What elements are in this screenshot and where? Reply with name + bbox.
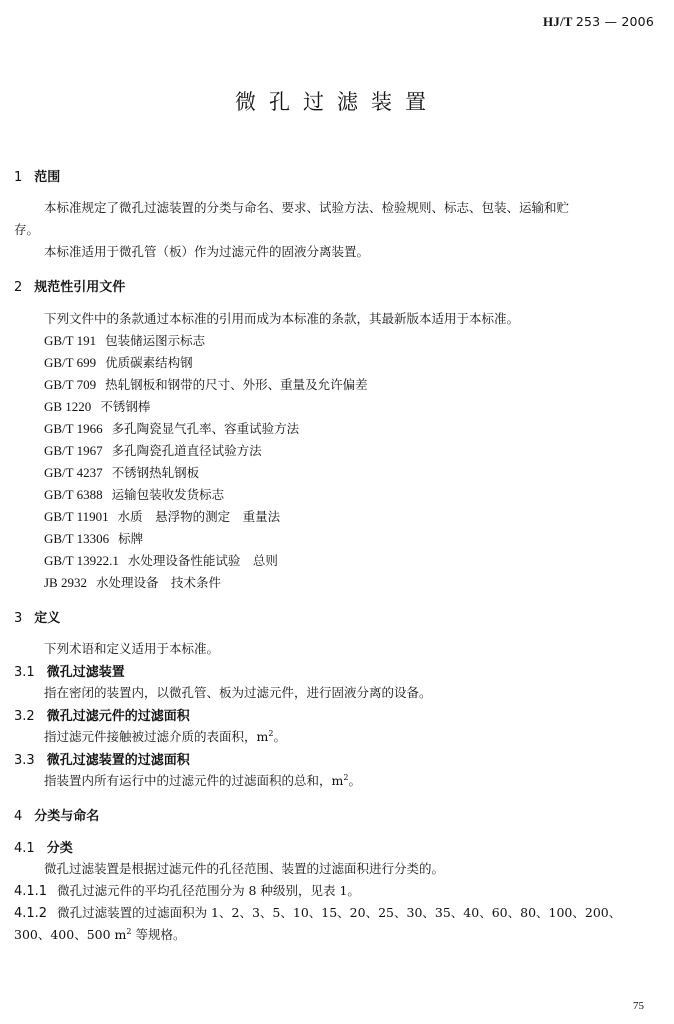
section-3-intro: 下列术语和定义适用于本标准。	[44, 641, 220, 656]
reference-code: GB/T 1967	[44, 443, 103, 458]
subsection-4-1-text: 微孔过滤装置是根据过滤元件的孔径范围、装置的过滤面积进行分类的。	[44, 861, 445, 876]
reference-item	[44, 573, 221, 591]
reference-item	[44, 375, 368, 393]
section-3-heading	[14, 607, 60, 626]
definition-3-2-text	[44, 727, 286, 745]
definition-3-3-number: 3.3	[14, 753, 35, 768]
clause-4-1-1	[14, 881, 360, 899]
reference-code: GB 1220	[44, 399, 92, 414]
definition-3-3-term: 微孔过滤装置的过滤面积	[46, 753, 190, 768]
section-4-heading	[14, 805, 99, 824]
section-2-number: 2	[14, 280, 23, 295]
clause-4-1-2-text-cont: 300、400、500 m	[14, 927, 127, 942]
section-1-paragraph-1-cont: 存。	[14, 222, 40, 237]
reference-title: 热轧钢板和钢带的尺寸、外形、重量及允许偏差	[105, 377, 368, 392]
clause-4-1-2-cont	[14, 925, 185, 943]
reference-code: GB/T 13306	[44, 531, 110, 546]
reference-item	[44, 551, 278, 569]
reference-title: 标牌	[118, 531, 144, 546]
reference-item	[44, 485, 224, 503]
page-number: 75	[633, 1000, 644, 1012]
reference-title: 不锈钢棒	[100, 399, 151, 414]
section-1-number: 1	[14, 170, 23, 185]
reference-title: 水处理设备性能试验 总则	[127, 553, 278, 568]
reference-title: 水质 悬浮物的测定 重量法	[117, 509, 281, 524]
section-1-paragraph-2: 本标准适用于微孔管（板）作为过滤元件的固液分离装置。	[44, 244, 370, 259]
reference-title: 包装储运图示标志	[105, 333, 206, 348]
definition-3-2-term: 微孔过滤元件的过滤面积	[46, 709, 190, 724]
section-4-title: 分类与命名	[34, 809, 100, 824]
reference-title: 多孔陶瓷显气孔率、容重试验方法	[111, 421, 300, 436]
reference-item	[44, 529, 143, 547]
reference-code: GB/T 699	[44, 355, 97, 370]
reference-title: 多孔陶瓷孔道直径试验方法	[111, 443, 262, 458]
reference-item	[44, 397, 150, 415]
reference-item	[44, 441, 262, 459]
reference-item	[44, 507, 280, 525]
document-title: 微孔过滤装置	[235, 90, 439, 114]
definition-3-3-body: 指装置内所有运行中的过滤元件的过滤面积的总和，m	[44, 773, 344, 788]
reference-code: GB/T 1966	[44, 421, 103, 436]
reference-item	[44, 331, 205, 349]
standard-prefix: HJ/T	[542, 14, 573, 29]
definition-3-1-heading	[14, 661, 125, 680]
clause-4-1-2-exponent: 2	[126, 926, 132, 936]
reference-title: 水处理设备 技术条件	[95, 575, 221, 590]
definition-3-2-end: 。	[273, 729, 286, 744]
reference-item	[44, 353, 193, 371]
definition-3-2-heading	[14, 705, 190, 724]
subsection-4-1-heading	[14, 837, 73, 856]
definition-3-3-exponent: 2	[343, 772, 349, 782]
clause-4-1-1-number: 4.1.1	[14, 884, 48, 899]
section-3-title: 定义	[34, 611, 61, 626]
definition-3-2-exponent: 2	[268, 728, 274, 738]
section-1-paragraph-1: 本标准规定了微孔过滤装置的分类与命名、要求、试验方法、检验规则、标志、包装、运输和贮	[44, 200, 570, 215]
reference-code: GB/T 11901	[44, 509, 109, 524]
reference-code: GB/T 13922.1	[44, 553, 119, 568]
definition-3-2-number: 3.2	[14, 709, 35, 724]
definition-3-1-text: 指在密闭的装置内，以微孔管、板为过滤元件，进行固液分离的设备。	[44, 685, 432, 700]
standard-number: 253 — 2006	[575, 14, 654, 29]
reference-title: 运输包装收发货标志	[111, 487, 225, 502]
definition-3-3-text	[44, 771, 361, 789]
reference-item	[44, 419, 299, 437]
clause-4-1-2-number: 4.1.2	[14, 906, 48, 921]
section-4-number: 4	[14, 809, 23, 824]
reference-title: 不锈钢热轧钢板	[111, 465, 200, 480]
reference-code: GB/T 191	[44, 333, 97, 348]
clause-4-1-1-text: 微孔过滤元件的平均孔径范围分为 8 种级别，见表 1。	[57, 883, 360, 898]
definition-3-1-number: 3.1	[14, 665, 35, 680]
section-2-heading	[14, 276, 125, 295]
section-1-heading	[14, 166, 60, 185]
definition-3-2-body: 指过滤元件接触被过滤介质的表面积，m	[44, 729, 269, 744]
definition-3-3-heading	[14, 749, 190, 768]
section-2-title: 规范性引用文件	[34, 280, 126, 295]
section-1-title: 范围	[34, 170, 61, 185]
definition-3-1-term: 微孔过滤装置	[46, 665, 125, 680]
reference-title: 优质碳素结构钢	[105, 355, 193, 370]
reference-item	[44, 463, 199, 481]
section-2-intro: 下列文件中的条款通过本标准的引用而成为本标准的条款，其最新版本适用于本标准。	[44, 311, 520, 326]
reference-code: GB/T 4237	[44, 465, 103, 480]
standard-code	[543, 14, 654, 30]
clause-4-1-2-text: 微孔过滤装置的过滤面积为 1、2、3、5、10、15、20、25、30、35、40、60、80、100、200、	[57, 905, 622, 920]
subsection-4-1-number: 4.1	[14, 841, 35, 856]
subsection-4-1-title: 分类	[46, 841, 73, 856]
clause-4-1-2-end: 等规格。	[131, 927, 186, 942]
clause-4-1-2	[14, 903, 621, 921]
reference-code: JB 2932	[44, 575, 87, 590]
reference-code: GB/T 6388	[44, 487, 103, 502]
section-3-number: 3	[14, 611, 23, 626]
definition-3-3-end: 。	[348, 773, 361, 788]
reference-code: GB/T 709	[44, 377, 97, 392]
